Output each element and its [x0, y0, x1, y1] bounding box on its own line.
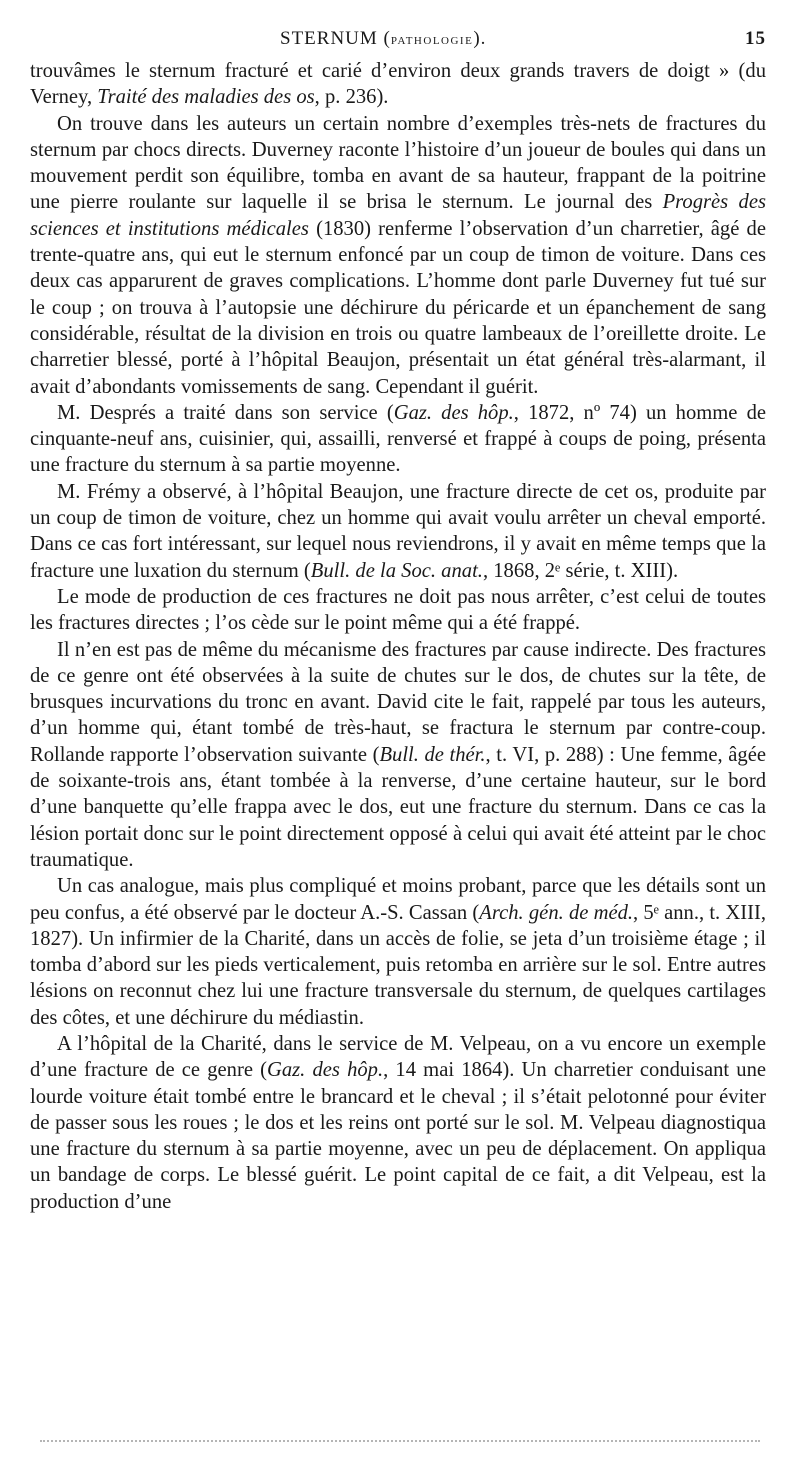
page-number: 15 [745, 28, 766, 49]
text-run: , 1872, nº 74) un homme de cinquante-neuf ans, cuisinier, qui, assailli, renversé et frappé à coups de poing, présenta une fracture du sternum à sa partie moyenne. [30, 401, 767, 477]
paragraph [30, 479, 766, 584]
text-run: (1830) renferme l’observation d’un charretier, âgé de trente-quatre ans, qui eut le sternum enfoncé par un coup de timon de voiture. Dans ces deux cas apparurent de graves complications. L’homme dont parle Duverney fut tué sur le coup ; on trouva à l’autopsie une déchirure du péricarde et un épanchement de sang considérable, résultat de la division en trois ou quatre lambeaux de l’oreillette droite. Le charretier blessé, porté à l’hôpital Beaujon, présentait un état général très-alarmant, il avait d’abondants vomissements de sang. Cependant il guérit. [30, 217, 766, 398]
text-run: Il n’en est pas de même du mécanisme des fractures par cause indirecte. Des fractures de ce genre ont été observées à la suite de chutes sur le dos, de chutes sur la tête, de brusques incurvations du tronc en avant. David cite le fait, rappelé par tous les auteurs, d’un homme qui, étant tombé de très-haut, se fractura le sternum par contre-coup. Rollande rapporte l’observation suivante ( [30, 638, 766, 766]
running-title-open-paren: ( [383, 28, 391, 49]
italic-citation: Arch. gén. de méd. [479, 901, 634, 924]
body-text [30, 58, 766, 1215]
paragraph [30, 1031, 766, 1215]
paragraph [30, 873, 766, 1031]
text-run: trouvâmes le sternum fracturé et carié d’environ deux grands travers de doigt » (du Verney, [30, 60, 766, 109]
text-run: M. Després a traité dans son service ( [57, 401, 394, 424]
italic-citation: Gaz. des hôp. [393, 401, 514, 424]
italic-citation: Bull. de thér. [379, 743, 486, 766]
paragraph [30, 400, 766, 479]
italic-citation: Traité des maladies des os [97, 86, 315, 109]
italic-citation: Gaz. des hôp. [266, 1059, 384, 1082]
running-title-main: STERNUM [280, 28, 378, 49]
text-run: Un cas analogue, mais plus compliqué et moins probant, parce que les détails sont un peu confus, a été observé par le docteur A.-S. Cassan ( [30, 875, 766, 924]
book-page [30, 28, 766, 1215]
paragraph [30, 111, 766, 400]
running-title-subtitle: pathologie [390, 32, 474, 48]
text-run: On trouve dans les auteurs un certain nombre d’exemples très-nets de fractures du sternum par chocs directs. Duverney raconte l’histoire d’un joueur de boules qui dans un mouvement perdit son équilibre, tomba en avant de sa hauteur, frappant de la poitrine une pierre roulante sur laquelle il se brisa le sternum. Le journal des [30, 112, 766, 214]
text-run: , 14 mai 1864). Un charretier conduisant une lourde voiture était tombé entre le brancard et le cheval ; il s’était pelotonné pour éviter de passer sous les roues ; le dos et les reins ont porté sur le sol. M. Velpeau diagnostiqua une fracture du sternum à sa partie moyenne, avec un peu de déplacement. On appliqua un bandage de corps. Le blessé guérit. Le point capital de ce fait, a dit Velpeau, est la production d’une [30, 1059, 767, 1213]
running-head [30, 28, 766, 58]
text-run: Le mode de production de ces fractures ne doit pas nous arrêter, c’est celui de toutes les fractures directes ; l’os cède sur le point même qui a été frappé. [30, 585, 766, 635]
paragraph [30, 584, 766, 637]
bottom-print-rule [40, 1440, 760, 1442]
paragraph [30, 58, 766, 111]
italic-citation: Bull. de la Soc. anat. [310, 559, 483, 582]
text-run: , t. VI, p. 288) : Une femme, âgée de soixante-trois ans, étant tombée à la renverse, d’une certaine hauteur, sur le bord d’une banquette qu’elle frappa avec le dos, eut une fracture du sternum. Dans ce cas la lésion portait donc sur le point directement opposé à celui qui avait été atteint par le choc traumatique. [30, 743, 766, 871]
running-title-close-paren: ). [473, 28, 487, 49]
text-run: M. Frémy a observé, à l’hôpital Beaujon, une fracture directe de cet os, produite par un coup de timon de voiture, chez un homme qui avait voulu arrêter un cheval emporté. Dans ce cas fort intéressant, sur lequel nous reviendrons, il y avait en même temps que la fracture une luxation du sternum ( [30, 480, 766, 582]
paragraph [30, 637, 766, 874]
text-run: , p. 236). [314, 86, 389, 109]
italic-citation: Progrès des sciences et institutions médicales [30, 191, 766, 240]
running-title [280, 28, 486, 50]
text-run: , 1868, 2ᵉ série, t. XIII). [482, 559, 679, 582]
text-run: , 5ᵉ ann., t. XIII, 1827). Un infirmier de la Charité, dans un accès de folie, se jeta d’un troisième étage ; il tomba d’abord sur les pieds verticalement, puis retomba en arrière sur le sol. Entre autres lésions on reconnut chez lui une fracture transversale du sternum, de quelques cartilages des côtes, et une déchirure du médiastin. [30, 901, 766, 1029]
text-run: A l’hôpital de la Charité, dans le service de M. Velpeau, on a vu encore un exemple d’une fracture de ce genre ( [30, 1032, 766, 1082]
